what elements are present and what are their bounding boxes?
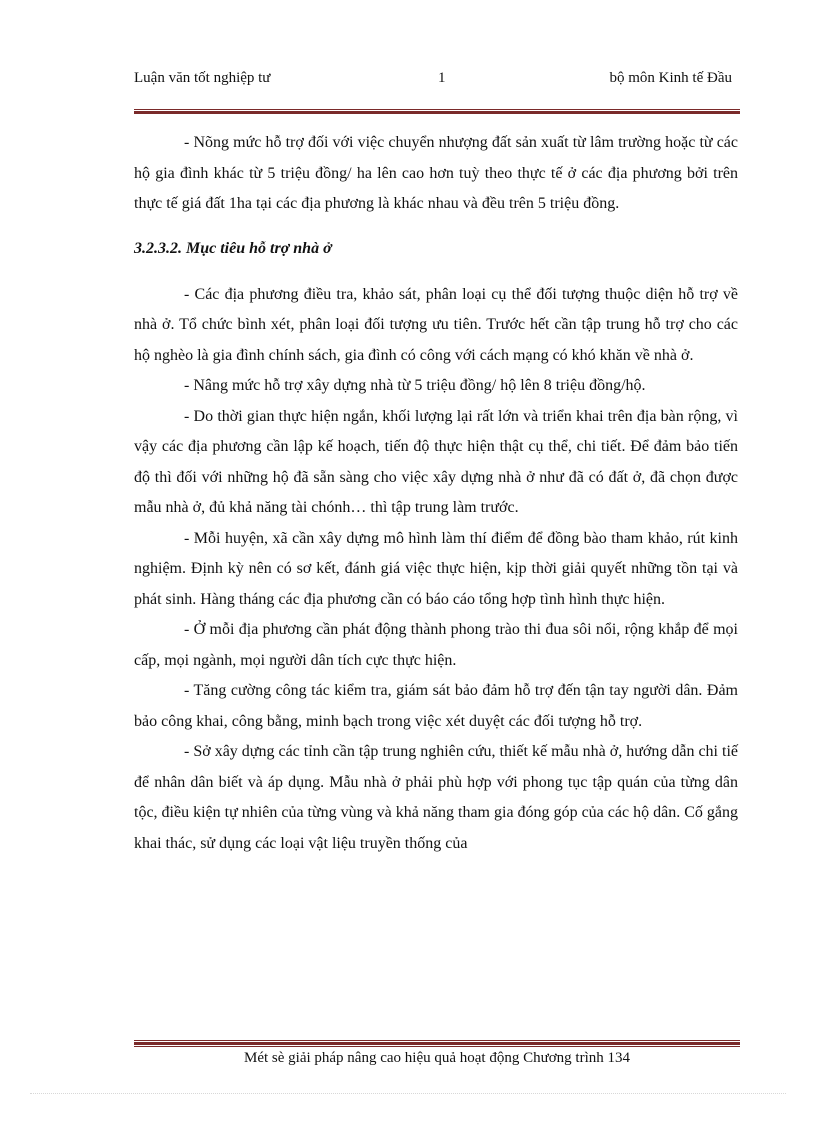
header-right-title: bộ môn Kinh tế Đầu xyxy=(609,70,732,86)
paragraph-raise-support: - Nâng mức hỗ trợ xây dựng nhà từ 5 triệu đồng/ hộ lên 8 triệu đồng/hộ. xyxy=(184,377,646,394)
paragraph-house-design: - Sở xây dựng các tỉnh cần tập trung nghiên cứu, thiết kế mẫu nhà ở, hướng dẫn chi tiế để nhân dân biết và áp dụng. Mẫu nhà ở phải phù hợp với phong tục tập quán của từng dân tộc, điều kiện tự nhiên của từng vùng và khả năng tham gia đóng góp của các hộ dân. Cố gắng khai thác, sử dụng các loại vật liệu truyền thống của xyxy=(134,743,738,852)
page-number: 1 xyxy=(438,70,446,86)
paragraph-land-support: - Nõng mức hỗ trợ đối với việc chuyển nhượng đất sản xuất từ lâm trường hoặc từ các hộ gia đình khác từ 5 triệu đồng/ ha lên cao hơn tuỳ theo thực tế ở các địa phương bởi trên thực tế giá đất 1ha tại các địa phương là khác nhau và đều trên 5 triệu đồng. xyxy=(134,134,738,212)
section-heading: 3.2.3.2. Mục tiêu hỗ trợ nhà ở xyxy=(134,239,332,257)
paragraph-inspection: - Tăng cường công tác kiểm tra, giám sát bảo đảm hỗ trợ đến tận tay người dân. Đảm bảo công khai, công bằng, minh bạch trong việc xét duyệt các đối tượng hỗ trợ. xyxy=(134,682,738,730)
header-divider xyxy=(134,109,740,114)
paragraph-survey: - Các địa phương điều tra, khảo sát, phân loại cụ thể đối tượng thuộc diện hỗ trợ về nhà ở. Tổ chức bình xét, phân loại đối tượng ưu tiên. Trước hết cần tập trung hỗ trợ cho các hộ nghèo là gia đình chính sách, gia đình có công với cách mạng có khó khăn về nhà ở. xyxy=(134,285,738,364)
paragraph-pilot-model: - Mỗi huyện, xã cần xây dựng mô hình làm thí điểm để đồng bào tham khảo, rút kinh nghiệm. Định kỳ nên có sơ kết, đánh giá việc thực hiện, kịp thời giải quyết những tồn tại và phát sinh. Hàng tháng các địa phương cần có báo cáo tổng hợp tình hình thực hiện. xyxy=(134,529,738,608)
page-footer: Mét sè giải pháp nâng cao hiệu quả hoạt động Chương trình 134 xyxy=(244,1050,630,1066)
page-boundary-line xyxy=(30,1093,786,1094)
body-content xyxy=(134,128,738,859)
page-header xyxy=(134,70,740,104)
paragraph-schedule: - Do thời gian thực hiện ngắn, khối lượng lại rất lớn và triển khai trên địa bàn rộng, vì vậy các địa phương cần lập kế hoạch, tiến độ thực hiện thật cụ thể, chi tiết. Để đảm bảo tiến độ thì đối với những hộ đã sẵn sàng cho việc xây dựng nhà ở như đã có đất ở, đã chọn được mẫu nhà ở, đủ khả năng tài chónh… thì tập trung làm trước. xyxy=(134,407,738,516)
paragraph-emulation: - Ở mỗi địa phương cần phát động thành phong trào thi đua sôi nổi, rộng khắp để mọi cấp, mọi ngành, mọi người dân tích cực thực hiện. xyxy=(134,621,738,669)
footer-divider xyxy=(134,1040,740,1047)
header-left-title: Luận văn tốt nghiệp tư xyxy=(134,70,271,86)
